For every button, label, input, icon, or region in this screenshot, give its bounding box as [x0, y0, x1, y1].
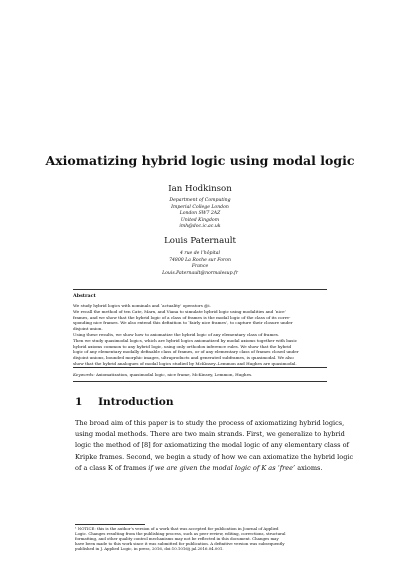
author-name-1: Ian Hodkinson [168, 184, 232, 194]
intro-line: The broad aim of this paper is to study the process of axiomatizing hybrid logics, [75, 419, 345, 427]
intro-line [75, 463, 325, 474]
affiliation-line: London SW7 2AZ [179, 211, 221, 217]
footnote-line: Logic. Changes resulting from the publishing process, such as peer review, editing, corrections, structural [75, 531, 286, 536]
abstract-line: disjoint union. [73, 326, 103, 332]
intro-line: logic the method of [8] for axiomatizing the modal logic of any elementary class of [75, 441, 349, 450]
footnote [75, 527, 327, 552]
abstract-line: hybrid axioms common to any hybrid logic, using only orthodox inference rules. We show that the hybrid [73, 343, 292, 349]
author-name-2: Louis Paternault [164, 236, 236, 246]
footnote-line: formatting, and other quality control mechanisms may not be reflected in this document. Changes may [75, 536, 279, 541]
abstract-line: Using these results, we show how to axiomatize the hybrid logic of any elementary class of frames. [73, 331, 280, 337]
author-affiliation-1 [0, 198, 400, 231]
keywords [73, 372, 327, 377]
affiliation-line: United Kingdom [180, 217, 220, 223]
affiliation-line: France [191, 264, 209, 270]
paper-title: Axiomatizing hybrid logic using modal logic [45, 153, 355, 168]
abstract-line: sponding nice frames. We also extend this definition to ‘fairly nice frames’, to capture their closure under [73, 320, 293, 326]
author-affiliation-2 [0, 251, 400, 277]
footnote-line: published in J. Applied Logic, in press, 2016, doi:10.1016/j.jal.2016.04.001. [75, 546, 224, 551]
abstract-line: Then we study quasimodal logics, which are hybrid logics axiomatized by modal axioms together with basic [73, 337, 297, 343]
section-title: Introduction [98, 396, 174, 408]
footnote-line: ¹ NOTICE: this is the author’s version of a work that was accepted for publication in Journal of Applied [75, 527, 279, 531]
footnote-rule [75, 524, 145, 525]
abstract [73, 293, 327, 377]
section-heading [75, 396, 174, 408]
abstract-line: disjoint unions, bounded morphic images, ultraproducts and generated subframes, is quasimodal. We also [73, 355, 294, 361]
keywords-list: Axiomatization, quasimodal logic, nice frame, McKinsey, Lemmon, Hughes. [96, 372, 253, 377]
abstract-body [73, 303, 327, 367]
intro-text: of a class K of frames [75, 463, 149, 472]
keywords-label: Keywords: [73, 372, 95, 377]
abstract-top-rule [73, 289, 327, 290]
abstract-line: show that the hybrid analogues of modal logics studied by McKinsey–Lemmon and Hughes are quasimodal. [73, 360, 297, 366]
intro-line: Kripke frames. Second, we begin a study of how we can axiomatize the hybrid logic [75, 452, 354, 461]
abstract-line: logic of any elementary modally definable class of frames, or of any elementary class of frames closed under [73, 349, 299, 355]
intro-line: using modal methods. There are two main strands. First, we generalize to hybrid [75, 430, 345, 439]
author-email: imh@doc.ic.ac.uk [179, 224, 221, 230]
affiliation-line: Imperial College London [171, 204, 229, 210]
abstract-line: We study hybrid logics with nominals and ‘actuality’ operators @i. [73, 303, 211, 308]
affiliation-line: 74800 La Roche sur Foron [169, 257, 231, 263]
author-email: Louis.Paternault@normalesup.fr [162, 270, 238, 276]
abstract-mid-rule [73, 367, 327, 368]
abstract-bottom-rule [73, 381, 327, 382]
section-number: 1 [75, 396, 83, 408]
abstract-line: We recall the method of ten Cate, Marx, and Viana to simulate hybrid logic using modalities and ‘nice’ [73, 308, 286, 314]
abstract-line: frames, and we show that the hybrid logic of a class of frames is the modal logic of the class of its corre- [73, 314, 291, 320]
footnote-line: have been made to this work since it was submitted for publication. A definitive version was subsequently [75, 541, 285, 546]
intro-text: axioms. [295, 463, 323, 472]
affiliation-line: 4 rue de l’hôpital [180, 251, 220, 256]
abstract-heading: Abstract [73, 293, 96, 299]
intro-emphasis: if we are given the modal logic of K as ‘free’ [148, 463, 296, 472]
intro-paragraph [75, 418, 354, 474]
affiliation-line: Department of Computing [169, 198, 231, 203]
